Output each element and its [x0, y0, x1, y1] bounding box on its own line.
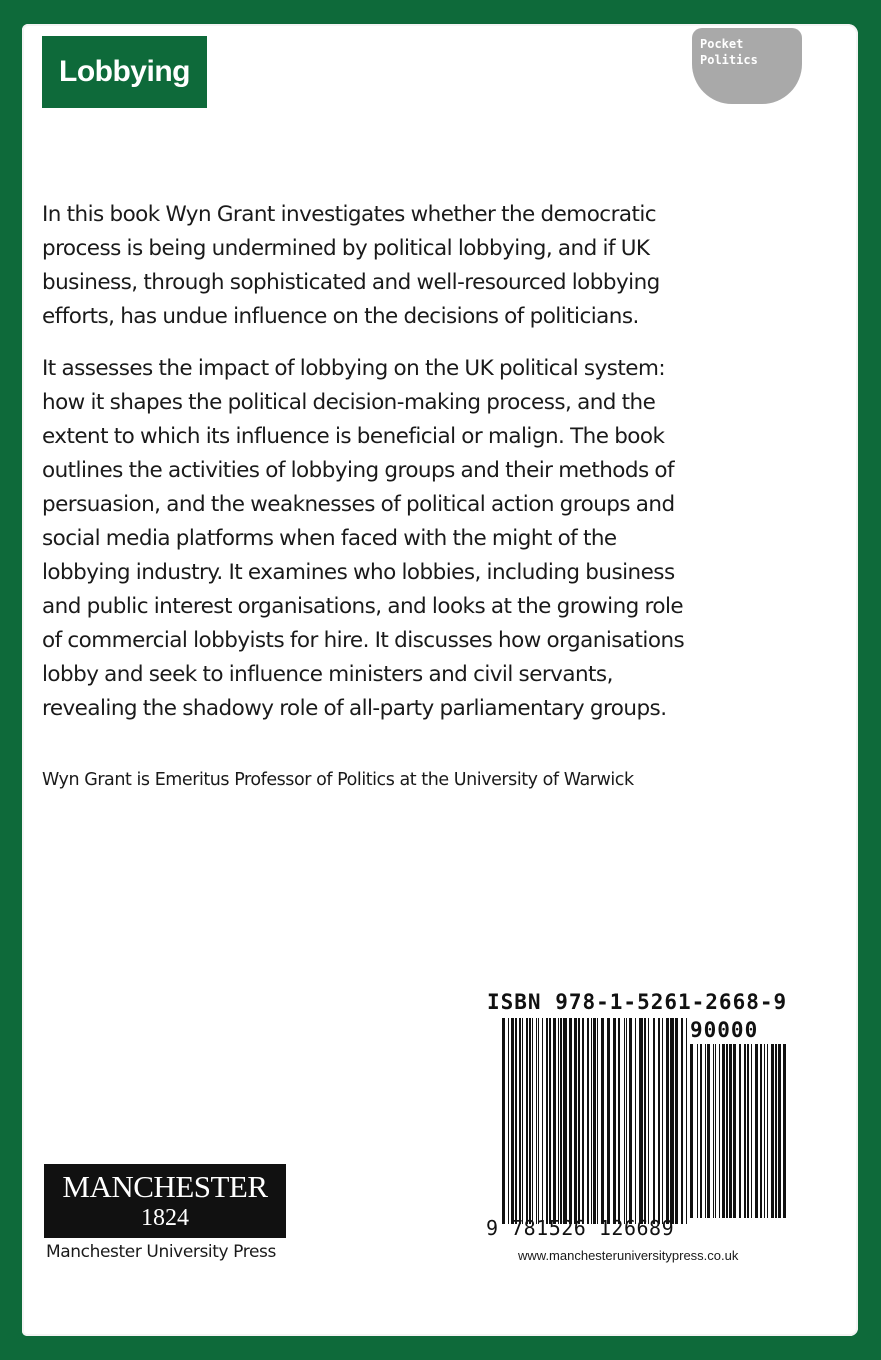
barcode-bar: [560, 1018, 562, 1224]
barcode-bar: [542, 1018, 543, 1224]
barcode-bar: [563, 1018, 567, 1224]
barcode-bar: [713, 1044, 714, 1218]
publisher-logo: [44, 1164, 286, 1238]
barcode-bar: [511, 1018, 514, 1224]
barcode-bar: [587, 1018, 589, 1224]
author-bio: Wyn Grant is Emeritus Professor of Politics at the University of Warwick: [42, 770, 634, 790]
barcode-bar: [582, 1018, 584, 1224]
barcode-bar: [515, 1018, 517, 1224]
isbn-text: ISBN 978-1-5261-2668-9: [487, 990, 788, 1014]
barcode-bar: [690, 1044, 693, 1218]
blurb-paragraph-2: It assesses the impact of lobbying on the UK political system: how it shapes the political decision-making process, and the extent to which its influence is beneficial or malign. The book outlines the activities of lobbying groups and their methods of persuasion, and the weaknesses of political action groups and social media platforms when faced with the might of the lobbying industry. It examines who lobbies, including business and public interest organisations, and looks at the growing role of commercial lobbyists for hire. It discusses how organisations lobby and seek to influence ministers and civil servants, revealing the shadowy role of all-party parliamentary groups.: [42, 356, 685, 721]
barcode-bar: [569, 1018, 572, 1224]
barcode-bar: [778, 1044, 781, 1218]
barcode-bar: [549, 1018, 551, 1224]
barcode-bar: [739, 1044, 741, 1218]
publisher-logo-year: 1824: [141, 1205, 189, 1231]
barcode-bar: [574, 1018, 577, 1224]
barcode-bar: [597, 1018, 598, 1224]
publisher-name: Manchester University Press: [46, 1242, 276, 1262]
barcode-bar: [707, 1044, 710, 1218]
barcode-bar: [771, 1044, 774, 1218]
barcode-bar: [675, 1018, 678, 1224]
barcode-bar: [775, 1044, 777, 1218]
barcode-bar: [760, 1044, 762, 1218]
barcode-bar: [751, 1044, 752, 1218]
barcode-bar: [686, 1018, 687, 1224]
barcode-digits: 9 781526 126689: [486, 1216, 675, 1240]
barcode-bar: [670, 1018, 674, 1224]
barcode-bar: [593, 1018, 596, 1224]
blurb-paragraph-1: In this book Wyn Grant investigates whether the democratic process is being undermined by political lobbying, and if UK business, through sophisticated and well-resourced lobbying efforts, has undue influence on the decisions of politicians.: [42, 202, 660, 329]
barcode-bar: [522, 1018, 523, 1224]
addon-barcode-icon: [690, 1044, 786, 1218]
series-logo: [692, 28, 802, 104]
publisher-website: www.manchesteruniversitypress.co.uk: [518, 1248, 739, 1263]
barcode-bar: [653, 1018, 655, 1224]
barcode-bar: [613, 1018, 616, 1224]
series-tag: Lobbying: [42, 36, 207, 108]
barcode-bar: [666, 1018, 669, 1224]
series-logo-line2: Politics: [700, 53, 758, 67]
barcode-bar: [715, 1044, 716, 1218]
series-logo-line1: Pocket: [700, 37, 744, 51]
barcode-bar: [767, 1044, 768, 1218]
barcode-bar: [553, 1018, 556, 1224]
barcode-bar: [529, 1018, 531, 1224]
barcode-bar: [618, 1018, 620, 1224]
barcode-bar: [519, 1018, 521, 1224]
barcode-bar: [697, 1044, 698, 1218]
blurb: [42, 198, 702, 744]
barcode-bar: [700, 1044, 702, 1218]
barcode-bar: [733, 1044, 736, 1218]
barcode-bar: [729, 1044, 732, 1218]
barcode-bar: [662, 1018, 663, 1224]
barcode-bar: [726, 1044, 728, 1218]
price-code: 90000: [690, 1018, 759, 1042]
barcode-bar: [546, 1018, 548, 1224]
barcode-bar: [508, 1018, 509, 1224]
barcode-bar: [558, 1018, 559, 1224]
publisher-logo-name: MANCHESTER: [62, 1169, 268, 1204]
barcode-bar: [764, 1044, 765, 1218]
barcode-bar: [502, 1018, 505, 1224]
barcode-bar: [607, 1018, 610, 1224]
barcode-bar: [532, 1018, 533, 1224]
barcode-bar: [538, 1018, 539, 1224]
barcode-bar: [578, 1018, 580, 1224]
barcode-bar: [747, 1044, 749, 1218]
barcode-bar: [526, 1018, 528, 1224]
barcode-bar: [635, 1018, 636, 1224]
barcode-bar: [626, 1018, 627, 1224]
barcode-bar: [536, 1018, 537, 1224]
barcode-bar: [639, 1018, 643, 1224]
barcode-bar: [624, 1018, 625, 1224]
barcode-bar: [629, 1018, 632, 1224]
barcode-bar: [744, 1044, 746, 1218]
barcode-bar: [658, 1018, 660, 1224]
barcode-bar: [591, 1018, 592, 1224]
barcode-bar: [719, 1044, 720, 1218]
barcode-icon: [502, 1018, 692, 1224]
barcode-bar: [783, 1044, 786, 1218]
barcode-bar: [681, 1018, 683, 1224]
barcode-bar: [722, 1044, 725, 1218]
barcode-bar: [648, 1018, 649, 1224]
barcode-bar: [705, 1044, 706, 1218]
barcode-bar: [755, 1044, 758, 1218]
barcode-bar: [601, 1018, 604, 1224]
barcode-bar: [644, 1018, 646, 1224]
